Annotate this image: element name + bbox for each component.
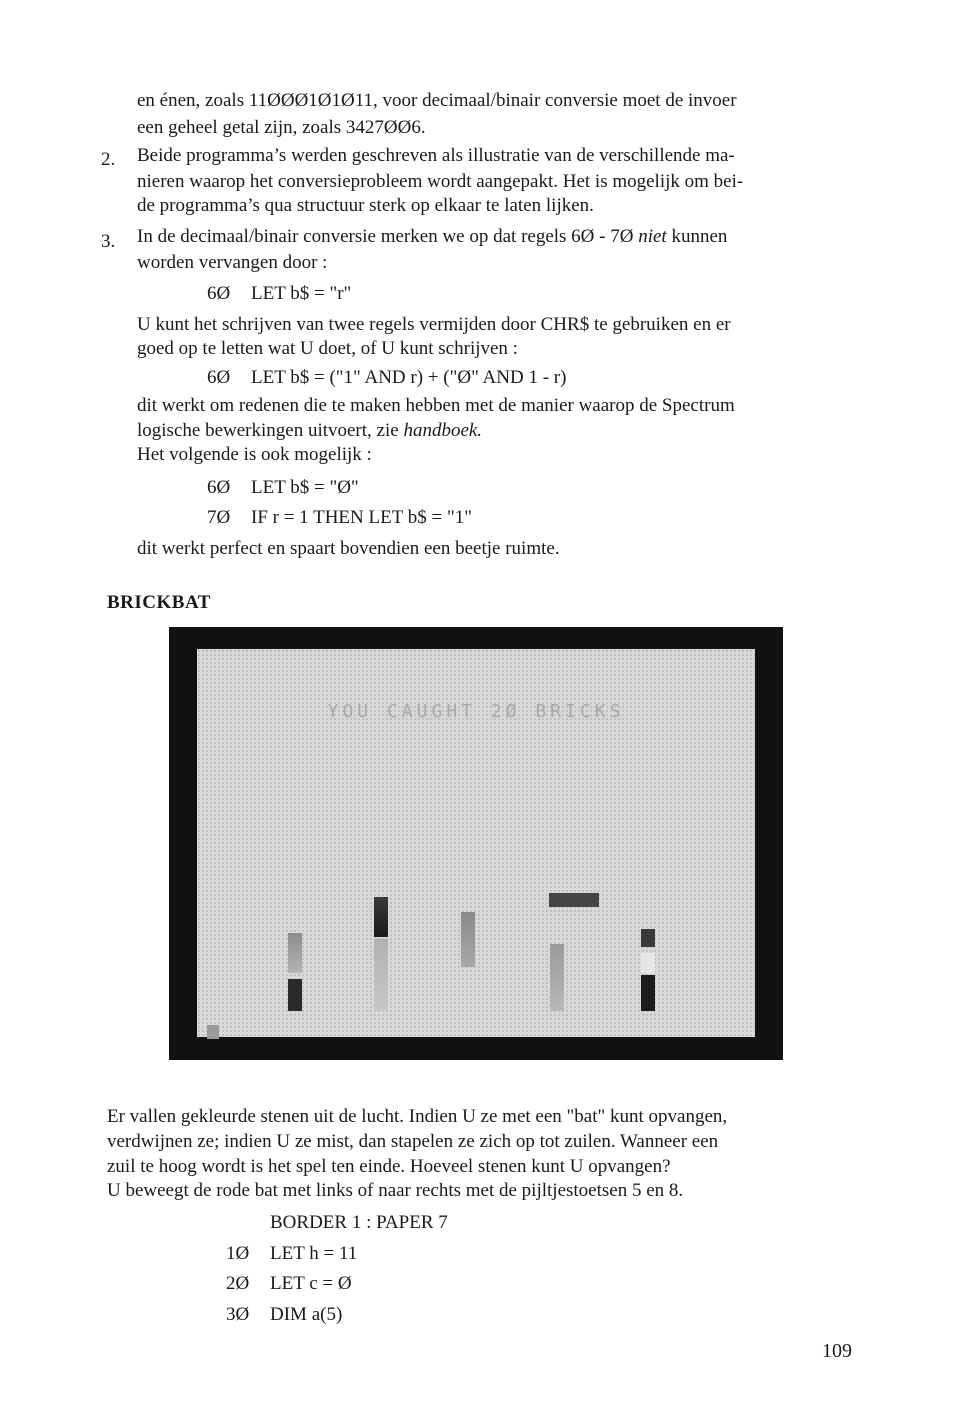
- code-line-60b: 6Ø LET b$ = ("1" AND r) + ("Ø" AND 1 - r): [207, 367, 567, 388]
- brick-column-2-lower: [374, 939, 388, 1011]
- brick-column-1: [288, 933, 302, 973]
- emphasis-handboek: handboek.: [403, 420, 483, 441]
- description-line-1: Er vallen gekleurde stenen uit de lucht. Indien U ze met een "bat" kunt opvangen,: [107, 1106, 728, 1127]
- note-2-line-1: Beide programma’s werden geschreven als illustratie van de verschillende ma-: [137, 145, 735, 166]
- listing-line-20: 2Ø LET c = Ø: [226, 1273, 352, 1294]
- brick-column-2: [374, 897, 388, 937]
- score-caption: YOU CAUGHT 2Ø BRICKS: [327, 701, 625, 722]
- listing-line-30: 3Ø DIM a(5): [226, 1304, 343, 1325]
- code-line-60a: 6Ø LET b$ = "r": [207, 283, 352, 304]
- description-line-4: U beweegt de rode bat met links of naar rechts met de pijltjestoetsen 5 en 8.: [107, 1180, 684, 1201]
- note-number-2: 2.: [101, 149, 116, 170]
- brick-column-1-base: [288, 979, 302, 1011]
- note-2-line-3: de programma’s qua structuur sterk op elkaar te laten lijken.: [137, 195, 594, 216]
- code-line-70: 7Ø IF r = 1 THEN LET b$ = "1": [207, 507, 472, 528]
- brickbat-screenshot: [169, 627, 783, 1060]
- note-3-text-1: U kunt het schrijven van twee regels vermijden door CHR$ te gebruiken en er: [137, 314, 731, 335]
- brick-column-5-mid: [641, 953, 655, 973]
- note-number-3: 3.: [101, 231, 116, 252]
- emphasis-niet: niet: [638, 226, 667, 247]
- note-3-text-6: dit werkt perfect en spaart bovendien een beetje ruimte.: [137, 538, 560, 559]
- listing-line-border: BORDER 1 : PAPER 7: [270, 1212, 448, 1233]
- border-marker: [207, 1025, 219, 1039]
- brick-column-3: [461, 912, 475, 967]
- note-3-text-5: Het volgende is ook mogelijk :: [137, 444, 372, 465]
- listing-line-10: 1Ø LET h = 11: [226, 1243, 358, 1264]
- description-line-3: zuil te hoog wordt is het spel ten einde. Hoeveel stenen kunt U opvangen?: [107, 1156, 671, 1177]
- game-screen: [197, 649, 755, 1037]
- note-2-line-2: nieren waarop het conversieprobleem wordt aangepakt. Het is mogelijk om bei-: [137, 171, 744, 192]
- section-title: BRICKBAT: [107, 592, 211, 613]
- description-line-2: verdwijnen ze; indien U ze mist, dan stapelen ze zich op tot zuilen. Wanneer een: [107, 1131, 719, 1152]
- page-number: 109: [822, 1340, 852, 1362]
- intro-line-1: en énen, zoals 11ØØØ1Ø1Ø11, voor decimaal/binair conversie moet de invoer: [137, 90, 737, 111]
- intro-line-2: een geheel getal zijn, zoals 3427ØØ6.: [137, 117, 426, 138]
- bat: [549, 893, 599, 907]
- note-3-line-2: worden vervangen door :: [137, 252, 328, 273]
- brick-column-4: [550, 944, 564, 1011]
- brick-column-5-base: [641, 975, 655, 1011]
- note-3-line-1: In de decimaal/binair conversie merken we op dat regels 6Ø - 7Ø niet kunnen: [137, 226, 728, 247]
- note-3-text-4: logische bewerkingen uitvoert, zie handboek.: [137, 420, 483, 441]
- code-line-60c: 6Ø LET b$ = "Ø": [207, 477, 359, 498]
- brick-column-5: [641, 929, 655, 947]
- note-3-text-2: goed op te letten wat U doet, of U kunt schrijven :: [137, 338, 518, 359]
- note-3-text-3: dit werkt om redenen die te maken hebben met de manier waarop de Spectrum: [137, 395, 735, 416]
